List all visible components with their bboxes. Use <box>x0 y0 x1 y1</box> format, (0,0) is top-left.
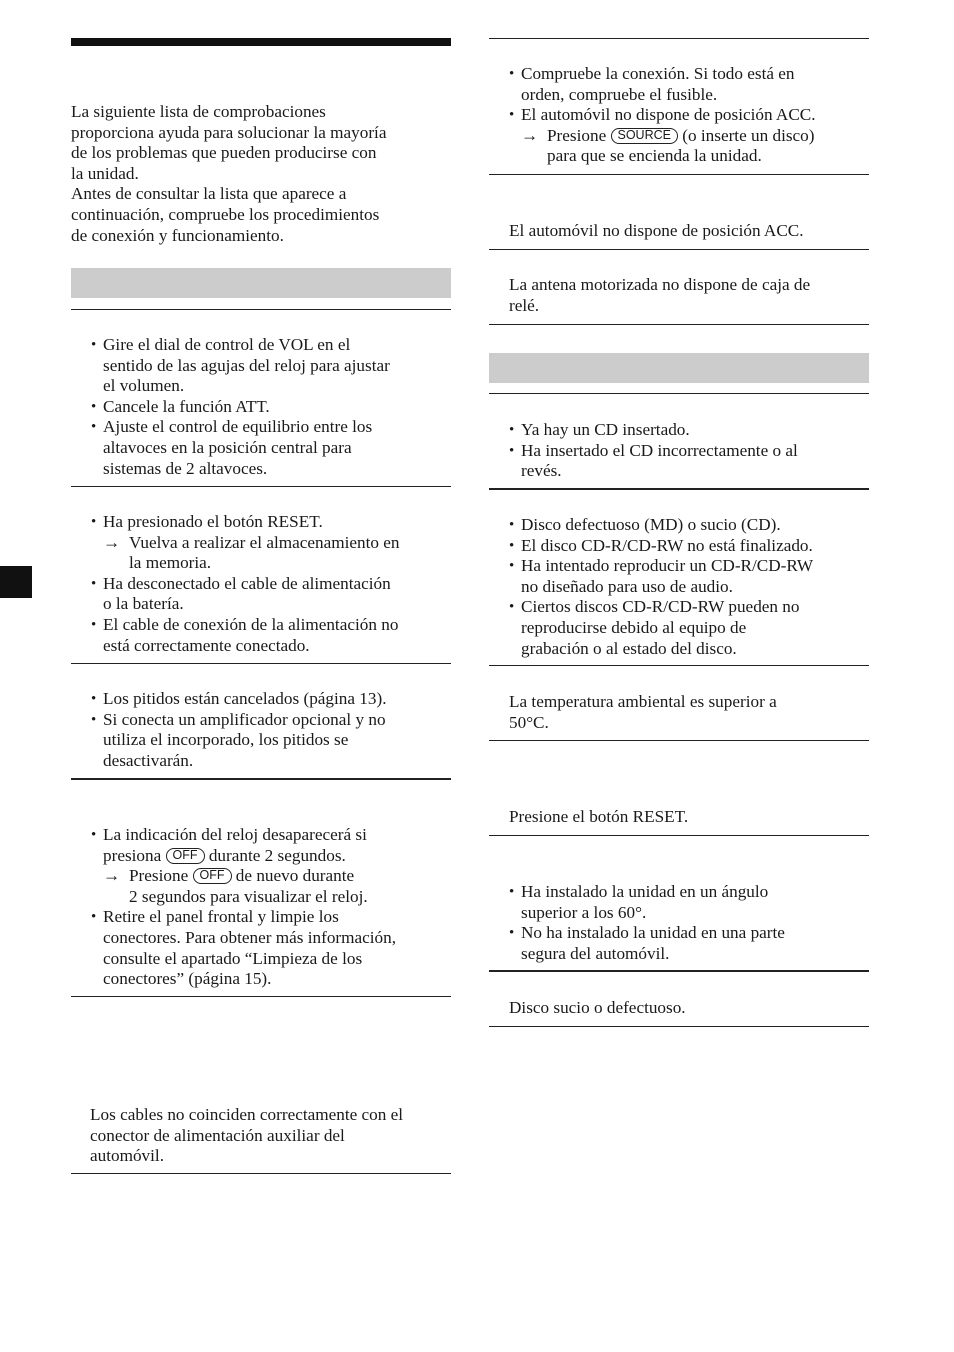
list-item: • El automóvil no dispone de posición ACC. → Presione SOURCE (o inserte un disco) para que se encienda la unidad. <box>509 105 871 167</box>
cables-note: Los cables no coinciden correctamente con el conector de alimentación auxiliar del automóvil. <box>90 1105 404 1166</box>
list-item: • Ha intentado reproducir un CD-R/CD-RW no diseñado para uso de audio. <box>509 556 871 597</box>
source-button-label: SOURCE <box>611 128 678 144</box>
section-header-band <box>489 353 869 383</box>
list-item: • No ha instalado la unidad en una parte segura del automóvil. <box>509 923 871 964</box>
reset-note: Presione el botón RESET. <box>509 807 689 826</box>
divider <box>71 663 451 664</box>
list-item: • Retire el panel frontal y limpie los conectores. Para obtener más información, consulte el apartado “Limpieza de los conectores” (página 15). <box>91 907 453 989</box>
list-item: • Ha instalado la unidad en un ángulo superior a los 60°. <box>509 882 871 923</box>
title-bar <box>71 38 451 46</box>
arrow-instruction: → Presione OFF de nuevo durante 2 segundos para visualizar el reloj. <box>103 866 368 906</box>
power-checklist <box>509 64 871 167</box>
divider <box>71 486 451 487</box>
divider <box>489 38 869 39</box>
divider <box>71 778 451 780</box>
list-item: • La indicación del reloj desaparecerá si presiona OFF durante 2 segundos. → Presione OFF de nuevo durante 2 segundos para visualizar el reloj. <box>91 825 453 907</box>
divider <box>489 1026 869 1027</box>
arrow-right-icon: → <box>103 866 121 886</box>
divider <box>489 393 869 394</box>
list-item: • Ciertos discos CD-R/CD-RW pueden no reproducirse debido al equipo de grabación o al estado del disco. <box>509 597 871 659</box>
clock-checklist <box>91 825 453 990</box>
installation-checklist <box>509 882 871 964</box>
volume-checklist <box>91 335 451 479</box>
intro-paragraph: La siguiente lista de comprobaciones proporciona ayuda para solucionar la mayoría de los problemas que pueden producirse con la unidad. Antes de consultar la lista que aparece a continuación, compruebe los procedimientos de conexión y funcionamiento. <box>71 102 387 245</box>
list-item: • Los pitidos están cancelados (página 13). <box>91 689 451 710</box>
arrow-right-icon: → <box>103 532 121 552</box>
list-item: • Disco defectuoso (MD) o sucio (CD). <box>509 515 871 536</box>
divider <box>489 324 869 325</box>
arrow-right-icon: → <box>521 125 539 145</box>
divider <box>489 740 869 741</box>
list-item: • Ha desconectado el cable de alimentación o la batería. <box>91 574 453 615</box>
off-button-label: OFF <box>193 868 232 884</box>
list-item: • Si conecta un amplificador opcional y no utiliza el incorporado, los pitidos se desactivarán. <box>91 710 451 772</box>
reset-checklist <box>91 512 453 656</box>
list-item: • Ha insertado el CD incorrectamente o al revés. <box>509 441 871 482</box>
divider <box>71 996 451 997</box>
arrow-instruction: → Vuelva a realizar el almacenamiento en la memoria. <box>103 532 400 573</box>
list-item: • Compruebe la conexión. Si todo está en orden, compruebe el fusible. <box>509 64 871 105</box>
divider <box>489 174 869 175</box>
beep-checklist <box>91 689 451 771</box>
divider <box>489 970 869 972</box>
list-item: • Gire el dial de control de VOL en el sentido de las agujas del reloj para ajustar el volumen. <box>91 335 451 397</box>
dirty-disc-note: Disco sucio o defectuoso. <box>509 998 686 1017</box>
list-item: • Ya hay un CD insertado. <box>509 420 871 441</box>
divider <box>489 488 869 490</box>
list-item: • Ha presionado el botón RESET. → Vuelva a realizar el almacenamiento en la memoria. <box>91 512 453 574</box>
divider <box>71 1173 451 1174</box>
antenna-note: La antena motorizada no dispone de caja de relé. <box>509 275 811 315</box>
cd-insert-checklist <box>509 420 871 482</box>
list-item: • Cancele la función ATT. <box>91 397 451 418</box>
list-item: • El disco CD-R/CD-RW no está finalizado. <box>509 536 871 557</box>
arrow-instruction: → Presione SOURCE (o inserte un disco) para que se encienda la unidad. <box>521 125 815 166</box>
divider <box>489 249 869 250</box>
list-item: • El cable de conexión de la alimentación no está correctamente conectado. <box>91 615 453 656</box>
acc-note: El automóvil no dispone de posición ACC. <box>509 221 804 240</box>
disc-checklist <box>509 515 871 659</box>
divider <box>489 835 869 836</box>
section-header-band <box>71 268 451 298</box>
page-edge-tab <box>0 566 32 598</box>
off-button-label: OFF <box>166 848 205 864</box>
divider <box>489 665 869 666</box>
divider <box>71 309 451 310</box>
temperature-note: La temperatura ambiental es superior a 50°C. <box>509 692 777 732</box>
list-item: • Ajuste el control de equilibrio entre los altavoces en la posición central para sistemas de 2 altavoces. <box>91 417 451 479</box>
